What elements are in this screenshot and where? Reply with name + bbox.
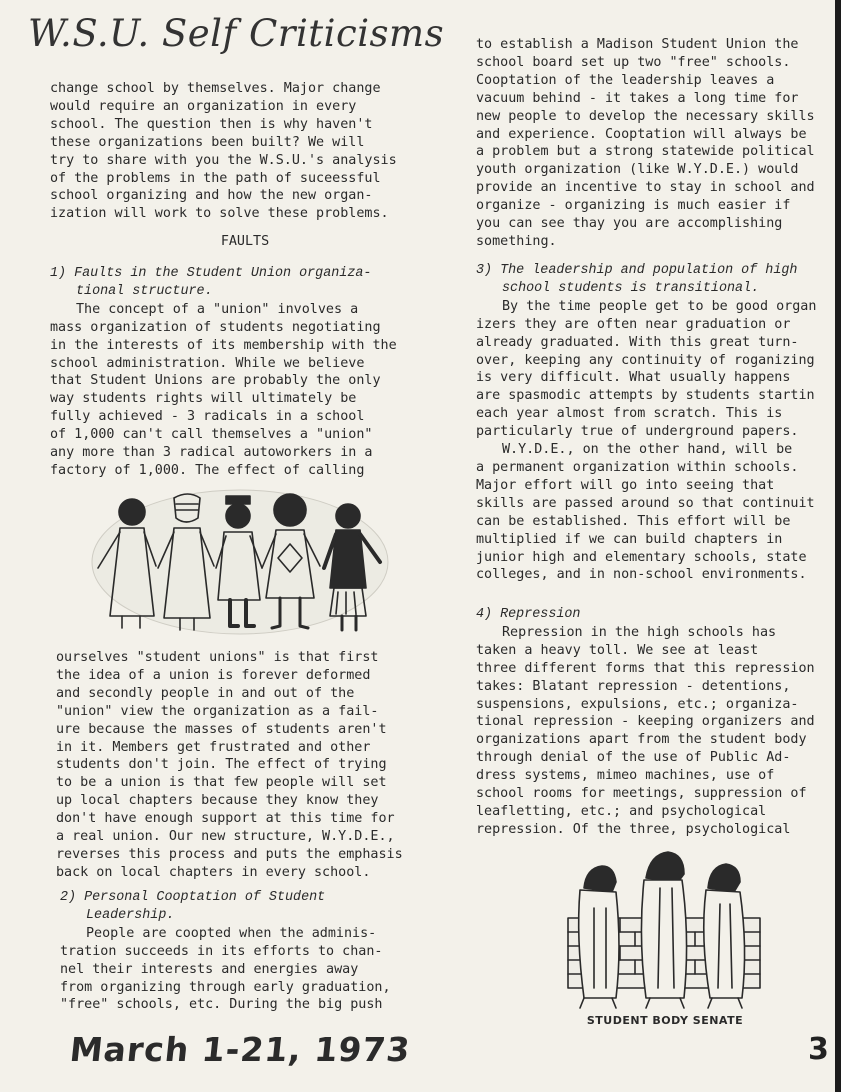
body-line: don't have enough support at this time for <box>56 811 395 827</box>
body-line: the idea of a union is forever deformed <box>56 667 371 683</box>
body-line: to establish a Madison Student Union the <box>476 37 799 52</box>
body-line: organizations apart from the student body <box>476 732 807 748</box>
body-line: to be a union is that few people will set <box>56 775 387 791</box>
body-line: factory of 1,000. The effect of calling <box>50 462 365 478</box>
body-line: vacuum behind - it takes a long time for <box>476 90 799 106</box>
body-line: any more than 3 radical autoworkers in a <box>50 445 373 461</box>
faults-heading: FAULTS <box>220 234 270 249</box>
body-line: By the time people get to be good organ <box>502 298 817 314</box>
page-number: 3 <box>808 1032 829 1067</box>
body-line: taken a heavy toll. We see at least <box>476 642 759 658</box>
body-line: three different forms that this repression <box>476 660 815 676</box>
people-holding-hands-illustration <box>90 488 390 636</box>
body-line: junior high and elementary schools, state <box>476 549 807 565</box>
body-line: reverses this process and puts the emphasis <box>56 846 403 862</box>
body-line: is very difficult. What usually happens <box>476 370 791 386</box>
student-body-senate-cartoon <box>560 848 770 1013</box>
intro-line: change school by themselves. Major change <box>50 81 381 96</box>
intro-line: these organizations been built? We will <box>50 134 365 150</box>
handwritten-date: March 1-21, 1973 <box>67 1030 413 1069</box>
body-line: multiplied if we can build chapters in <box>476 531 783 547</box>
masthead-title: W.S.U. Self Criticisms <box>28 12 445 55</box>
body-line: through denial of the use of Public Ad- <box>476 750 791 766</box>
body-line: izers they are often near graduation or <box>476 316 791 332</box>
body-line: suspensions, expulsions, etc.; organiza- <box>476 696 799 712</box>
body-line: "free" schools, etc. During the big push <box>60 997 383 1013</box>
section-3-heading: 3) The leadership and population of high <box>476 263 798 278</box>
body-line: back on local chapters in every school. <box>56 864 371 880</box>
body-line: provide an incentive to stay in school and <box>476 180 815 196</box>
body-line: school rooms for meetings, suppression of <box>476 786 807 802</box>
body-line: Repression in the high schools has <box>502 624 777 640</box>
body-line: students don't join. The effect of trying <box>56 757 387 773</box>
body-line: repression. Of the three, psychological <box>476 821 791 837</box>
intro-line: of the problems in the path of suceessful <box>50 170 381 186</box>
section-1-continued <box>56 649 442 882</box>
body-line: skills are passed around so that continuit <box>476 495 815 511</box>
body-line: fully achieved - 3 radicals in a school <box>50 409 365 425</box>
body-line: from organizing through early graduation, <box>60 979 391 995</box>
body-line: tional repression - keeping organizers and <box>476 714 815 730</box>
body-line: over, keeping any continuity of roganizing <box>476 352 815 368</box>
body-line: already graduated. With this great turn- <box>476 334 799 350</box>
body-line: each year almost from scratch. This is <box>476 406 783 422</box>
body-line: are spasmodic attempts by students startin <box>476 388 815 404</box>
body-line: new people to develop the necessary skills <box>476 108 815 124</box>
body-line: tration succeeds in its efforts to chan- <box>60 943 383 959</box>
body-line: W.Y.D.E., on the other hand, will be <box>502 442 793 458</box>
cartoon-caption: STUDENT BODY SENATE <box>586 1014 744 1027</box>
body-line: particularly true of underground papers. <box>476 424 799 440</box>
section-4-heading: 4) Repression <box>476 607 581 622</box>
intro-line: try to share with you the W.S.U.'s analysis <box>50 152 397 168</box>
body-line: youth organization (like W.Y.D.E.) would <box>476 162 799 178</box>
body-line: Cooptation of the leadership leaves a <box>476 72 775 88</box>
intro-line: would require an organization in every <box>50 98 357 114</box>
section-2-continued <box>476 36 836 251</box>
section-1 <box>50 265 440 480</box>
body-line: Major effort will go into seeing that <box>476 477 775 493</box>
body-line: a problem but a strong statewide political <box>476 144 815 160</box>
body-line: up local chapters because they know they <box>56 793 379 809</box>
section-3 <box>476 262 836 584</box>
body-line: in the interests of its membership with the <box>50 337 397 353</box>
body-line: and experience. Cooptation will always be <box>476 126 807 142</box>
left-intro <box>50 80 440 223</box>
body-line: you can see thay you are accomplishing <box>476 216 783 232</box>
body-line: can be established. This effort will be <box>476 513 791 529</box>
body-line: dress systems, mimeo machines, use of <box>476 768 775 784</box>
body-line: ourselves "student unions" is that first <box>56 650 379 665</box>
body-line: school board set up two "free" schools. <box>476 54 791 70</box>
body-line: way students rights will ultimately be <box>50 391 357 407</box>
intro-line: ization will work to solve these problems. <box>50 206 389 222</box>
section-2-heading: Leadership. <box>86 907 175 923</box>
body-line: ure because the masses of students aren't <box>56 721 387 737</box>
body-line: and secondly people in and out of the <box>56 685 355 701</box>
body-line: "union" view the organization as a fail- <box>56 703 379 719</box>
section-4 <box>476 606 836 839</box>
intro-line: school. The question then is why haven't <box>50 116 373 132</box>
body-line: of 1,000 can't call themselves a "union" <box>50 427 373 443</box>
body-line: a permanent organization within schools. <box>476 459 799 475</box>
body-line: organize - organizing is much easier if <box>476 198 791 214</box>
body-line: school administration. While we believe <box>50 355 365 371</box>
intro-line: school organizing and how the new organ- <box>50 188 373 204</box>
body-line: leafletting, etc.; and psychological <box>476 803 767 819</box>
section-3-heading: school students is transitional. <box>502 280 760 296</box>
body-line: something. <box>476 233 557 249</box>
body-line: nel their interests and energies away <box>60 961 359 977</box>
body-line: a real union. Our new structure, W.Y.D.E., <box>56 829 395 845</box>
body-line: that Student Unions are probably the only <box>50 373 381 389</box>
body-line: mass organization of students negotiating <box>50 319 381 335</box>
section-2-heading: 2) Personal Cooptation of Student <box>60 890 326 905</box>
body-line: takes: Blatant repression - detentions, <box>476 678 791 694</box>
section-2 <box>60 889 440 1014</box>
body-line: in it. Members get frustrated and other <box>56 739 371 755</box>
section-1-heading: tional structure. <box>76 283 213 299</box>
body-line: People are coopted when the adminis- <box>86 925 377 941</box>
body-line: colleges, and in non-school environments. <box>476 567 807 583</box>
section-1-heading: 1) Faults in the Student Union organiza- <box>50 266 372 281</box>
body-line: The concept of a "union" involves a <box>76 301 359 317</box>
